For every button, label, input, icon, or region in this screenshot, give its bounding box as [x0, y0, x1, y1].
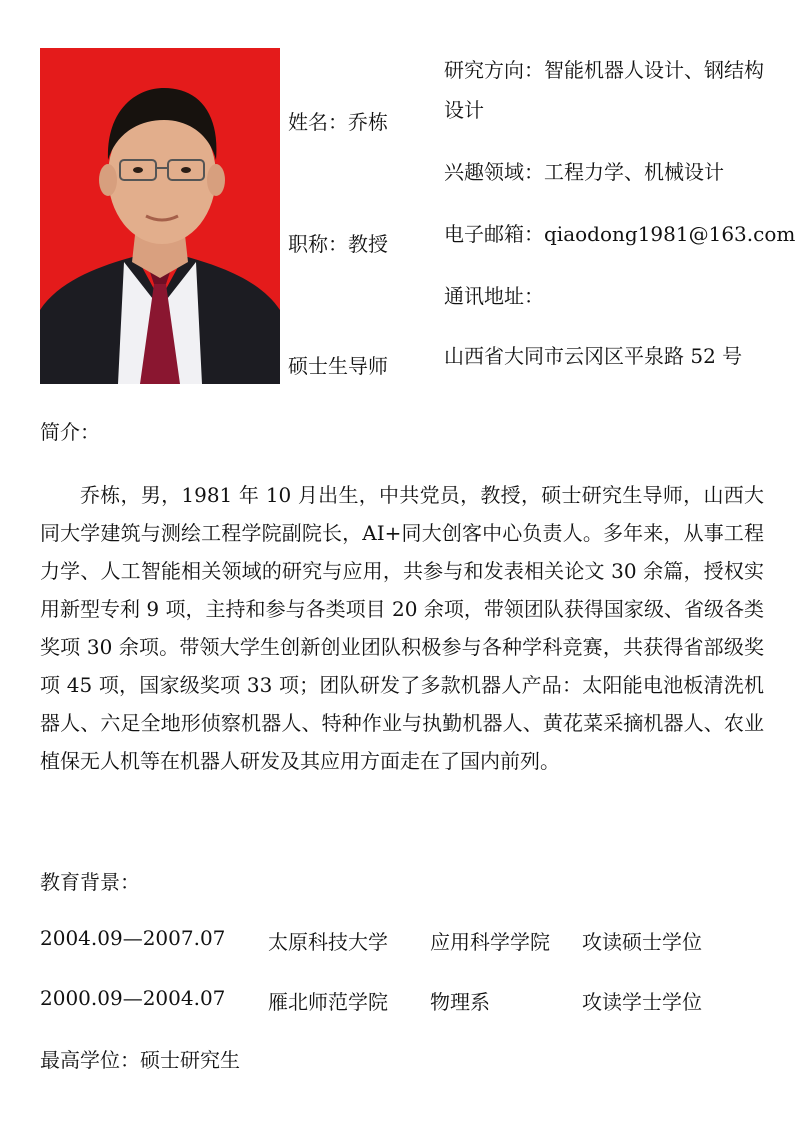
- education-dept: 物理系: [430, 990, 490, 1014]
- education-period: 2004.09—2007.07: [40, 926, 226, 950]
- education-row: [40, 986, 764, 1026]
- intro-paragraph: 乔栋，男，1981 年 10 月出生，中共党员，教授，硕士研究生导师，山西大同大学建筑与测绘工程学院副院长，AI+同大创客中心负责人。多年来，从事工程力学、人工智能相关领域的研究与应用，共参与和发表相关论文 30 余篇，授权实用新型专利 9 项，主持和参与各类项目 20 余项，带领团队获得国家级、省级各类奖项 30 余项。带领大学生创新创业团队积极参与各种学科竞赛，共获得省部级奖项 45 项，国家级奖项 33 项；团队研发了多款机器人产品：太阳能电池板清洗机器人、六足全地形侦察机器人、特种作业与执勤机器人、黄花菜采摘机器人、农业植保无人机等在机器人研发及其应用方面走在了国内前列。: [40, 483, 764, 773]
- education-school: 太原科技大学: [268, 930, 388, 954]
- email-line: 电子邮箱：qiaodong1981@163.com: [444, 222, 796, 246]
- education-dept: 应用科学学院: [430, 930, 550, 954]
- portrait-illustration: [40, 48, 280, 384]
- supervisor-line: 硕士生导师: [288, 354, 388, 378]
- portrait-photo: [40, 48, 280, 384]
- name-line: 姓名：乔栋: [288, 110, 388, 134]
- education-period: 2000.09—2004.07: [40, 986, 226, 1010]
- education-degree: 攻读学士学位: [582, 990, 702, 1014]
- education-school: 雁北师范学院: [268, 990, 388, 1014]
- address-value: 山西省大同市云冈区平泉路 52 号: [444, 344, 743, 368]
- highest-degree: 最高学位：硕士研究生: [40, 1048, 240, 1072]
- education-degree: 攻读硕士学位: [582, 930, 702, 954]
- address-label: 通讯地址：: [444, 284, 544, 308]
- research-direction: 研究方向：智能机器人设计、钢结构设计: [444, 58, 764, 122]
- education-row: [40, 926, 764, 966]
- intro-heading: 简介：: [40, 420, 100, 444]
- education-heading: 教育背景：: [40, 870, 140, 894]
- title-line: 职称：教授: [288, 232, 388, 256]
- interest-field: 兴趣领域：工程力学、机械设计: [444, 160, 724, 184]
